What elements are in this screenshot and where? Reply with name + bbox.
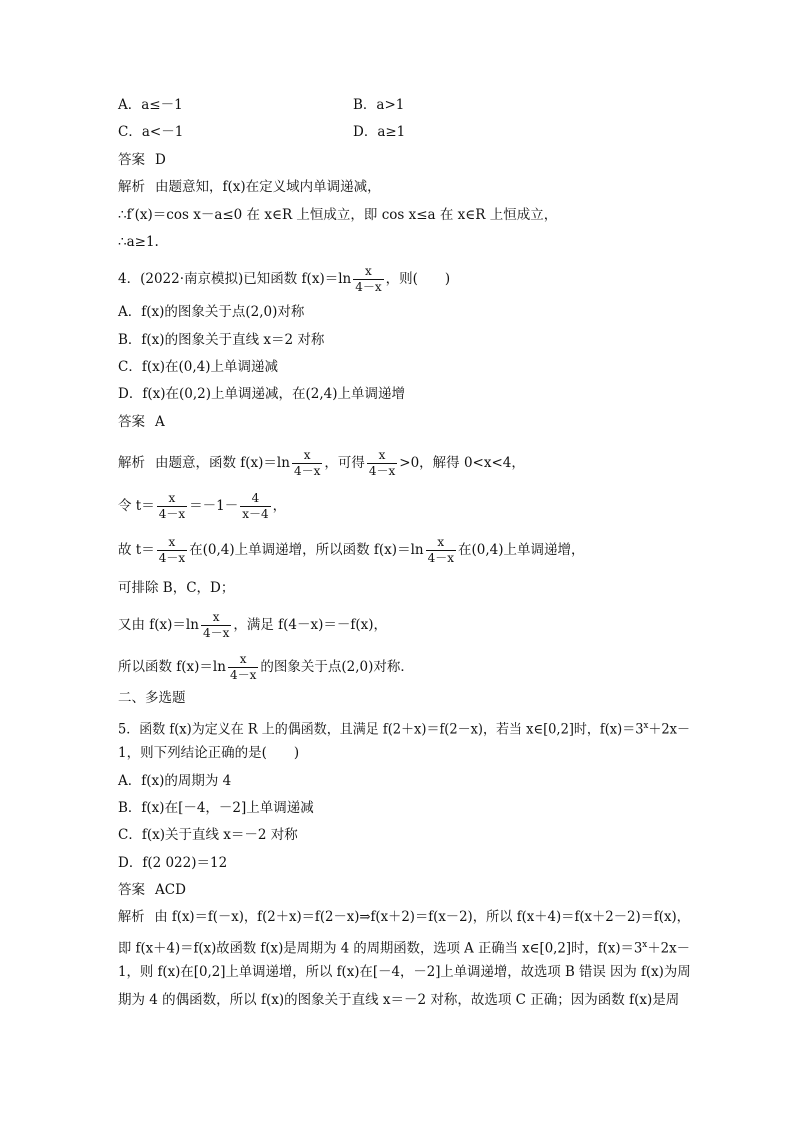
section-title: 二、多选题 [118, 690, 186, 706]
q5-analysis-4: 期为 4 的偶函数，所以 f(x)的图象关于直线 x＝－2 对称，故选项 C 正确；因为函数 f(x)是周 [118, 992, 680, 1008]
q5-analysis-2: 即 f(x＋4)＝f(x)故函数 f(x)是周期为 4 的周期函数，选项 A 正确当 x∈[0,2]时，$f(x)=3^x+2x-$ [118, 940, 690, 957]
q4-stem: 4．(2022·南京模拟)已知函数 f(x)＝ln $\frac{x}{4-x}$ ，则( ) [118, 264, 451, 294]
fraction: $\frac{x}{4-x}$ [158, 491, 186, 521]
fraction: $\frac{x}{4-x}$ [355, 264, 382, 294]
fraction: $\frac{x}{4-x}$ [427, 535, 454, 565]
fraction: $\frac{x}{4-x}$ [229, 652, 257, 682]
q4-option-b: B．f(x)的图象关于直线 x＝2 对称 [118, 332, 325, 348]
q3-option-c: C．a<－1 [118, 124, 184, 140]
q3-option-a: A．a≤－1 [118, 97, 183, 113]
q3-analysis-2: ∴f′(x)＝cos x－a≤0 在 x∈R 上恒成立，即 cos x≤a 在 x∈R 上恒成立， [118, 207, 558, 223]
q3-option-b: B．a>1 [353, 97, 405, 113]
q5-stem-1: 5．函数 f(x)为定义在 R 上的偶函数，且满足 f(2＋x)＝f(2－x)，若当 x∈[0,2]时，$f(x)=3^x+2x-$ [118, 721, 690, 738]
q4-analysis-3: 故 t＝ $\frac{x}{4-x}$ 在(0,4)上单调递增，所以函数 f(x)＝ln $\frac{x}{4-x}$ 在(0,4)上单调递增， [118, 535, 585, 565]
q4-analysis-2: 令 t＝ $\frac{x}{4-x}$ ＝－1－ $\frac{4}{x-4}$ ， [118, 491, 287, 521]
q4-option-a: A．f(x)的图象关于点(2,0)对称 [118, 304, 305, 320]
q3-option-d: D．a≥1 [353, 124, 406, 140]
q3-analysis-3: ∴a≥1. [118, 234, 159, 250]
fraction: $\frac{x}{4-x}$ [158, 535, 186, 565]
q5-option-c: C．f(x)关于直线 x＝－2 对称 [118, 827, 298, 843]
q5-analysis-3: 1，则 f(x)在[0,2]上单调递增，所以 f(x)在[－4，－2]上单调递增，故选项 B 错误 因为 f(x)为周 [118, 964, 691, 980]
q4-answer: 答案 A [118, 414, 165, 430]
fraction: $\frac{4}{x-4}$ [242, 491, 269, 521]
q4-option-d: D．f(x)在(0,2)上单调递减，在(2,4)上单调递增 [118, 386, 405, 402]
q5-analysis-1: 解析 由 f(x)＝f(－x)，f(2＋x)＝f(2－x)⇒f(x＋2)＝f(x－2)，所以 f(x＋4)＝f(x＋2－2)＝f(x)， [118, 909, 690, 925]
q5-stem-2: 1，则下列结论正确的是( ) [118, 745, 300, 761]
fraction: $\frac{x}{4-x}$ [293, 448, 321, 478]
q5-option-d: D．f(2 022)＝12 [118, 855, 228, 871]
q3-answer: 答案 D [118, 152, 166, 168]
q4-analysis-4: 可排除 B，C，D； [118, 580, 235, 596]
q4-analysis-5: 又由 f(x)＝ln $\frac{x}{4-x}$ ，满足 f(4－x)＝－f(x)， [118, 610, 388, 640]
q4-option-c: C．f(x)在(0,4)上单调递减 [118, 359, 278, 375]
q4-analysis-1: 解析 由题意，函数 f(x)＝ln $\frac{x}{4-x}$ ，可得 $\frac{x}{4-x}$ >0，解得 0<x<4， [118, 448, 525, 478]
fraction: $\frac{x}{4-x}$ [202, 610, 230, 640]
fraction: $\frac{x}{4-x}$ [368, 448, 396, 478]
q5-option-b: B．f(x)在[－4，－2]上单调递减 [118, 800, 314, 816]
q5-option-a: A．f(x)的周期为 4 [118, 773, 232, 789]
q4-analysis-6: 所以函数 f(x)＝ln $\frac{x}{4-x}$ 的图象关于点(2,0)对称． [118, 652, 414, 682]
q5-answer: 答案 ACD [118, 882, 186, 898]
q3-analysis-1: 解析 由题意知，f(x)在定义域内单调递减， [118, 179, 381, 195]
